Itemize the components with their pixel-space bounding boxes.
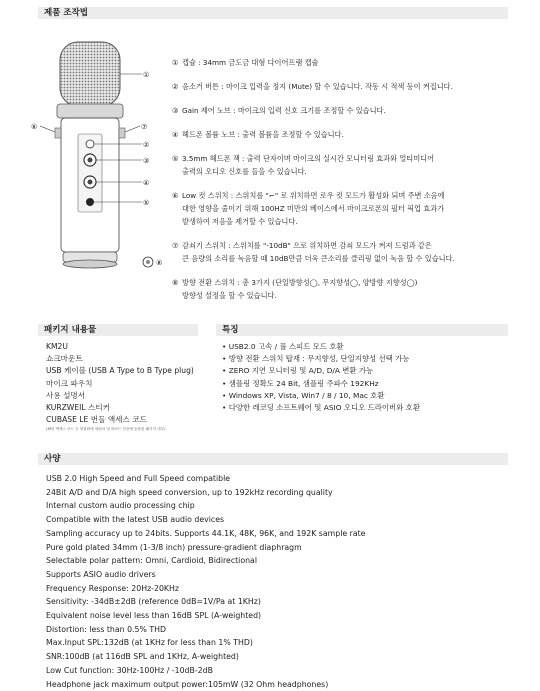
spec-item: Low Cut function: 30Hz-100Hz / -10dB-2dB (46, 665, 213, 675)
spec-item: Compatible with the latest USB audio devices (46, 515, 225, 525)
operation-item-4: ④ 헤드폰 볼륨 노브 : 출력 볼륨을 조정할 수 있습니다. (172, 130, 344, 139)
section-header-spec: 사양 (38, 453, 508, 465)
capsule-grille (60, 42, 120, 106)
callout-2: ② (143, 141, 150, 149)
headphone-jack (86, 198, 94, 206)
operation-item-3: ③ Gain 제어 노브 : 마이크의 입력 신호 크기를 조정할 수 있습니다. (172, 106, 386, 115)
spec-item: Frequency Response: 20Hz-20KHz (46, 583, 179, 593)
feature-item: • 다양한 레코딩 소프트웨어 및 ASIO 오디오 드라이버와 호환 (222, 403, 420, 413)
microphone-illustration (30, 38, 170, 278)
operation-item-6: ⑥ Low 컷 스위치 : 스위치를 "⌐" 로 위치하면 로우 컷 모드가 활성화 되며 주변 소음에 대한 영향을 줄이기 위해 100HZ 미만의 베이스에서 마이크로폰의 필터 픽업 효과가 발생하여 저음을 제거할 수 있습니다. (172, 191, 445, 226)
package-item: 쇼크마운트 (46, 354, 83, 364)
operation-item-8: ⑧ 방향 전환 스위치 : 총 3가지 (단일방향성◯, 무지향성◯, 양방향 지향성◯) 방향성 설정을 할 수 있습니다. (172, 278, 418, 300)
operation-item-1: ① 캡슐 : 34mm 금도금 대형 다이어프램 캡슐 (172, 58, 319, 67)
callout-3: ③ (143, 157, 150, 165)
feature-item: • ZERO 지연 모니터링 및 A/D, D/A 변환 가능 (222, 366, 374, 376)
callout-7: ⑦ (141, 123, 148, 131)
mute-button (86, 140, 94, 148)
callout-4: ④ (143, 179, 150, 187)
spec-item: Distortion: less than 0.5% THD (46, 624, 166, 634)
feature-item: • 샘플링 정확도 24 Bit, 샘플링 주파수 192KHz (222, 378, 379, 388)
package-list (46, 341, 194, 432)
operation-item-2: ② 음소거 버튼 : 마이크 입력을 정지 (Mute) 할 수 있습니다. 작동 시 적색 등이 켜집니다. (172, 82, 453, 91)
spec-item: Sampling accuracy up to 24bits. Supports 44.1K, 48K, 96K, and 192K sample rate (46, 528, 366, 538)
spec-item: SNR:100dB (at 116dB SPL and 1KHz, A-weighted) (46, 652, 239, 662)
operation-list (172, 56, 512, 302)
package-item: KURZWEIL 스티커 (46, 403, 111, 413)
spec-item: Supports ASIO audio drivers (46, 569, 156, 579)
package-item: USB 케이블 (USB A Type to B Type plug) (46, 366, 194, 376)
feature-item: • 방향 전환 스위치 탑재 : 무지향성, 단일지향성 선택 가능 (222, 354, 410, 364)
feature-item: • USB2.0 고속 / 풀 스피드 모드 호환 (222, 342, 344, 351)
package-item: 마이크 파우치 (46, 378, 93, 388)
spec-item: Sensitivity: -34dB±2dB (reference 0dB=1V/Pa at 1KHz) (46, 597, 261, 607)
operation-item-7: ⑦ 감쇠기 스위치 : 스위치를 "-10dB" 으로 위치하면 감쇠 모드가 켜져 드럼과 같은 큰 음량의 소리를 녹음할 때 10dB만큼 더욱 큰소리를 클리핑 없이 녹음 할 수 있습니다. (172, 241, 455, 263)
callout-6: ⑥ (31, 123, 38, 131)
attenuator-switch (119, 128, 125, 138)
spec-item: Internal custom audio processing chip (46, 501, 195, 511)
spec-item: Headphone jack maximum output power:105mW (32 Ohm headphones) (46, 679, 329, 689)
callout-1: ① (143, 71, 150, 79)
low-cut-switch (55, 128, 61, 138)
package-item: CUBASE LE 번들 액세스 코드 (46, 415, 147, 425)
spec-item: Equivalent noise level less than 16dB SPL (A-weighted) (46, 611, 262, 621)
package-item: KM2U (46, 342, 68, 351)
operation-item-5: ⑤ 3.5mm 헤드폰 잭 : 출력 단자이며 마이크의 실시간 모니터링 효과와 멀티미디어 출력의 오디오 신호를 들을 수 있습니다. (172, 154, 435, 176)
spec-item: Pure gold plated 34mm (1-3/8 inch) pressure-gradient diaphragm (46, 542, 302, 552)
collar-ring (57, 104, 123, 118)
spec-list (46, 472, 365, 691)
package-note: (해당 액세스 코드 등 정품화에 세워서 및 바코드 인증에 동봉된 패키지 내부) (46, 427, 166, 432)
spec-item: 24Bit A/D and D/A high speed conversion, up to 192kHz recording quality (46, 487, 333, 497)
package-item: 사용 설명서 (46, 390, 86, 400)
spec-item: Selectable polar pattern: Omni, Cardioid, Bidirectional (46, 556, 257, 566)
section-header-package: 패키지 내용물 (38, 324, 198, 336)
callout-8: ⑧ (156, 259, 163, 267)
spec-item: Max.Input SPL:132dB (at 1KHz for less than 1% THD) (46, 638, 253, 648)
feature-item: • Windows XP, Vista, Win7 / 8 / 10, Mac 호환 (222, 390, 385, 400)
spec-item: USB 2.0 High Speed and Full Speed compatible (46, 474, 231, 483)
section-header-operation: 제품 조작법 (38, 7, 508, 19)
section-header-features: 특징 (216, 324, 508, 336)
callout-5: ⑤ (143, 199, 150, 207)
feature-list (222, 341, 420, 414)
